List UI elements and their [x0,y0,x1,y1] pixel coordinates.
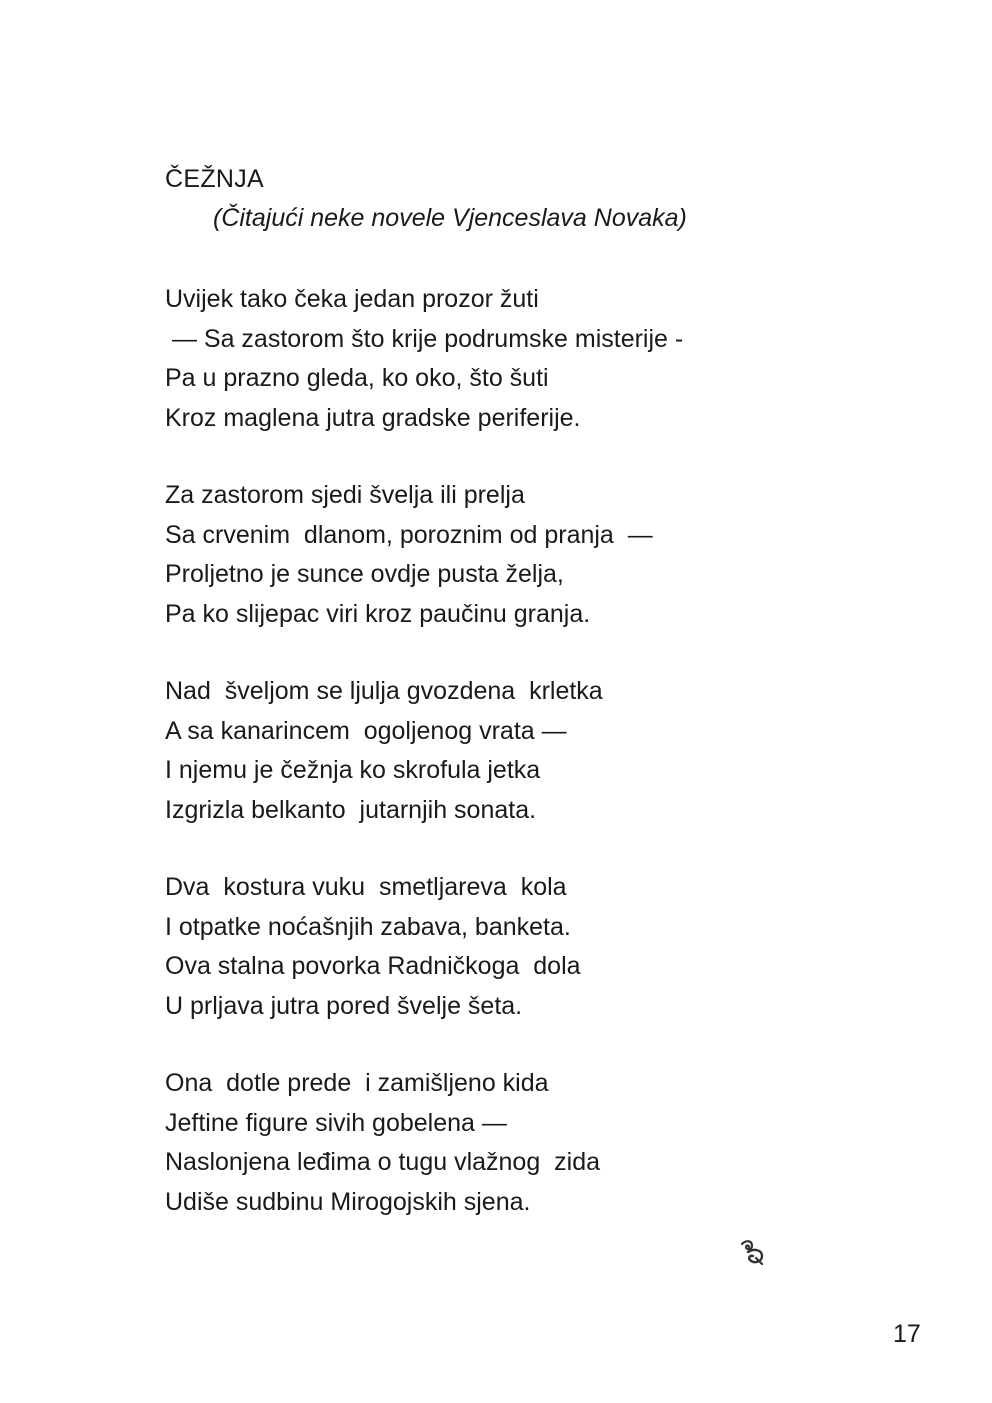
stanza-1 [165,280,865,438]
poem-line: A sa kanarincem ogoljenog vrata — [165,716,567,745]
poem-line: Dva kostura vuku smetljareva kola [165,873,567,901]
poem-line: Pa u prazno gleda, ko oko, što šuti [165,364,549,392]
poem-line: Jeftine figure sivih gobelena — [165,1108,507,1137]
stanza-5 [165,1064,865,1222]
poem-line: Naslonjena leđima o tugu vlažnog zida [165,1148,600,1176]
poem-line: I otpatke noćašnjih zabava, banketa. [165,912,571,941]
page-number: 17 [893,1320,921,1348]
poem-body [165,280,865,1260]
poem-line: Kroz maglena jutra gradske periferije. [165,403,581,432]
poem-line: Udiše sudbinu Mirogojskih sjena. [165,1187,531,1216]
floral-ornament-icon [736,1236,770,1270]
poem-title: ČEŽNJA [165,165,265,193]
poem-line: Uvijek tako čeka jedan prozor žuti [165,285,539,313]
poem-line: Pa ko slijepac viri kroz paučinu granja. [165,599,591,628]
poem-line: Izgrizla belkanto jutarnjih sonata. [165,795,537,824]
stanza-3 [165,672,865,830]
poem-line: Nad šveljom se ljulja gvozdena krletka [165,677,603,705]
poem-line: Ova stalna povorka Radničkoga dola [165,952,581,980]
stanza-2 [165,476,865,634]
poem-line: Sa crvenim dlanom, poroznim od pranja — [165,520,653,549]
poem-line: Ona dotle prede i zamišljeno kida [165,1069,549,1097]
poem-line: Za zastorom sjedi švelja ili prelja [165,481,525,509]
poem-subtitle: (Čitajući neke novele Vjenceslava Novaka) [213,204,687,232]
poem-line: — Sa zastorom što krije podrumske misterije - [165,324,684,353]
poem-line: U prljava jutra pored švelje šeta. [165,991,523,1020]
poem-line: I njemu je čežnja ko skrofula jetka [165,756,541,784]
poem-line: Proljetno je sunce ovdje pusta želja, [165,560,564,588]
stanza-4 [165,868,865,1026]
